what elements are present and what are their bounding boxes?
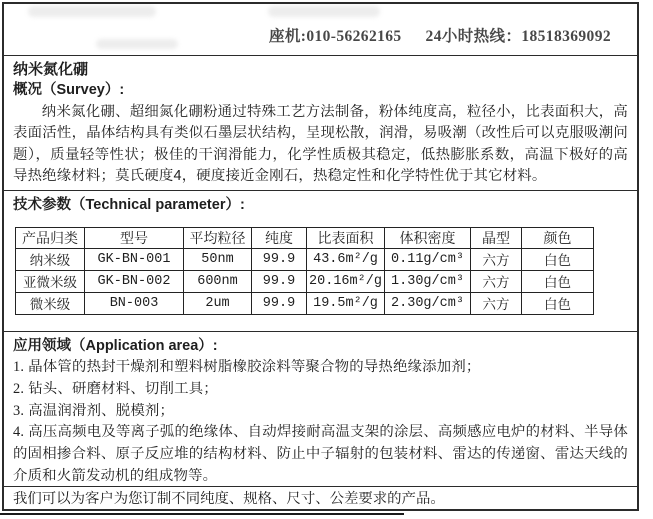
cell-crystal: 六方	[471, 293, 522, 315]
application-heading	[13, 336, 628, 357]
survey-paragraph: 纳米氮化硼、超细氮化硼粉通过特殊工艺方法制备，粉体纯度高，粒径小，比表面积大，高表面活性，晶体结构具有类似石墨层状结构，呈现松散，润滑，易吸潮（改性后可以克服吸潮问题），质量轻等性状；极佳的干润滑能力，化学性质极其稳定，低热膨胀系数，高温下极好的高导热绝缘材料；莫氏硬度4，硬度接近金刚石，热稳定性和化学特性优于其它材料。	[13, 103, 628, 185]
item-text: 晶体管的热封干燥剂和塑料树脂橡胶涂料等聚合物的导热绝缘添加剂；	[28, 359, 481, 375]
survey-heading	[13, 80, 628, 101]
cell-color: 白色	[522, 293, 594, 315]
survey-heading-en: （Survey）:	[42, 81, 125, 98]
application-item	[13, 357, 628, 379]
item-number: 2.	[13, 380, 25, 397]
cell-model: GK-BN-002	[85, 271, 184, 293]
tech-heading-en: （Technical parameter）:	[71, 197, 245, 214]
item-number: 3.	[13, 402, 25, 419]
landline-number: 座机:010-56262165	[268, 27, 402, 45]
table-row	[16, 293, 594, 315]
cell-category: 亚微米级	[16, 271, 85, 293]
cell-bulk-density: 1.30g/cm³	[385, 271, 471, 293]
contact-header	[4, 4, 637, 56]
cell-color: 白色	[522, 271, 594, 293]
cell-purity: 99.9	[252, 293, 307, 315]
page-title: 纳米氮化硼	[13, 60, 89, 78]
tech-heading	[13, 195, 628, 216]
table-header-row	[16, 228, 594, 249]
cell-crystal: 六方	[471, 249, 522, 271]
contact-info	[269, 24, 611, 46]
cell-bulk-density: 2.30g/cm³	[385, 293, 471, 315]
col-header-crystal: 晶型	[471, 228, 522, 249]
col-header-purity: 纯度	[252, 228, 307, 249]
col-header-particle-size: 平均粒径	[184, 228, 252, 249]
item-text: 钻头、研磨材料、切削工具；	[28, 380, 218, 397]
cell-purity: 99.9	[252, 249, 307, 271]
cell-particle-size: 2um	[184, 293, 252, 315]
cell-model: BN-003	[85, 293, 184, 315]
col-header-surface-area: 比表面积	[307, 228, 385, 249]
tech-heading-zh: 技术参数	[13, 197, 71, 214]
customization-note: 我们可以为客户为您订制不同纯度、规格、尺寸、公差要求的产品。	[13, 491, 445, 507]
col-header-color: 颜色	[522, 228, 594, 249]
item-number: 4.	[13, 424, 25, 441]
hotline-number: 24小时热线：18518369092	[425, 27, 611, 45]
table-row	[16, 249, 594, 271]
survey-section	[4, 56, 637, 192]
cell-model: GK-BN-001	[85, 249, 184, 271]
application-area-section	[4, 332, 637, 487]
cell-category: 微米级	[16, 293, 85, 315]
item-text: 高压高频电及等离子弧的绝缘体、自动焊接耐高温支架的涂层、高频感应电炉的材料、半导体的固相掺合料、原子反应堆的结构材料、防止中子辐射的包装材料、雷达的传递窗、雷达天线的介质和火箭发动机的组成物等。	[13, 424, 628, 484]
application-heading-en: （Application area）:	[71, 338, 218, 354]
col-header-bulk-density: 体积密度	[385, 228, 471, 249]
item-text: 高温润滑剂、脱模剂；	[28, 402, 175, 419]
cell-surface-area: 43.6m²/g	[307, 249, 385, 271]
document-frame	[2, 2, 639, 511]
cell-particle-size: 600nm	[184, 271, 252, 293]
col-header-category: 产品归类	[16, 228, 85, 249]
page-footer-rule	[0, 513, 404, 515]
survey-heading-zh: 概况	[13, 81, 42, 98]
cell-bulk-density: 0.11g/cm³	[385, 249, 471, 271]
cell-crystal: 六方	[471, 271, 522, 293]
application-item	[13, 401, 628, 423]
cell-color: 白色	[522, 249, 594, 271]
cell-surface-area: 19.5m²/g	[307, 293, 385, 315]
cell-category: 纳米级	[16, 249, 85, 271]
application-item	[13, 422, 628, 487]
cell-particle-size: 50nm	[184, 249, 252, 271]
technical-parameter-section	[4, 191, 637, 332]
application-item	[13, 379, 628, 401]
application-heading-zh: 应用领域	[13, 338, 71, 354]
item-number: 1.	[13, 359, 25, 375]
parameter-table	[15, 227, 594, 315]
cell-surface-area: 20.16m²/g	[307, 271, 385, 293]
col-header-model: 型号	[85, 228, 184, 249]
table-row	[16, 271, 594, 293]
cell-purity: 99.9	[252, 271, 307, 293]
